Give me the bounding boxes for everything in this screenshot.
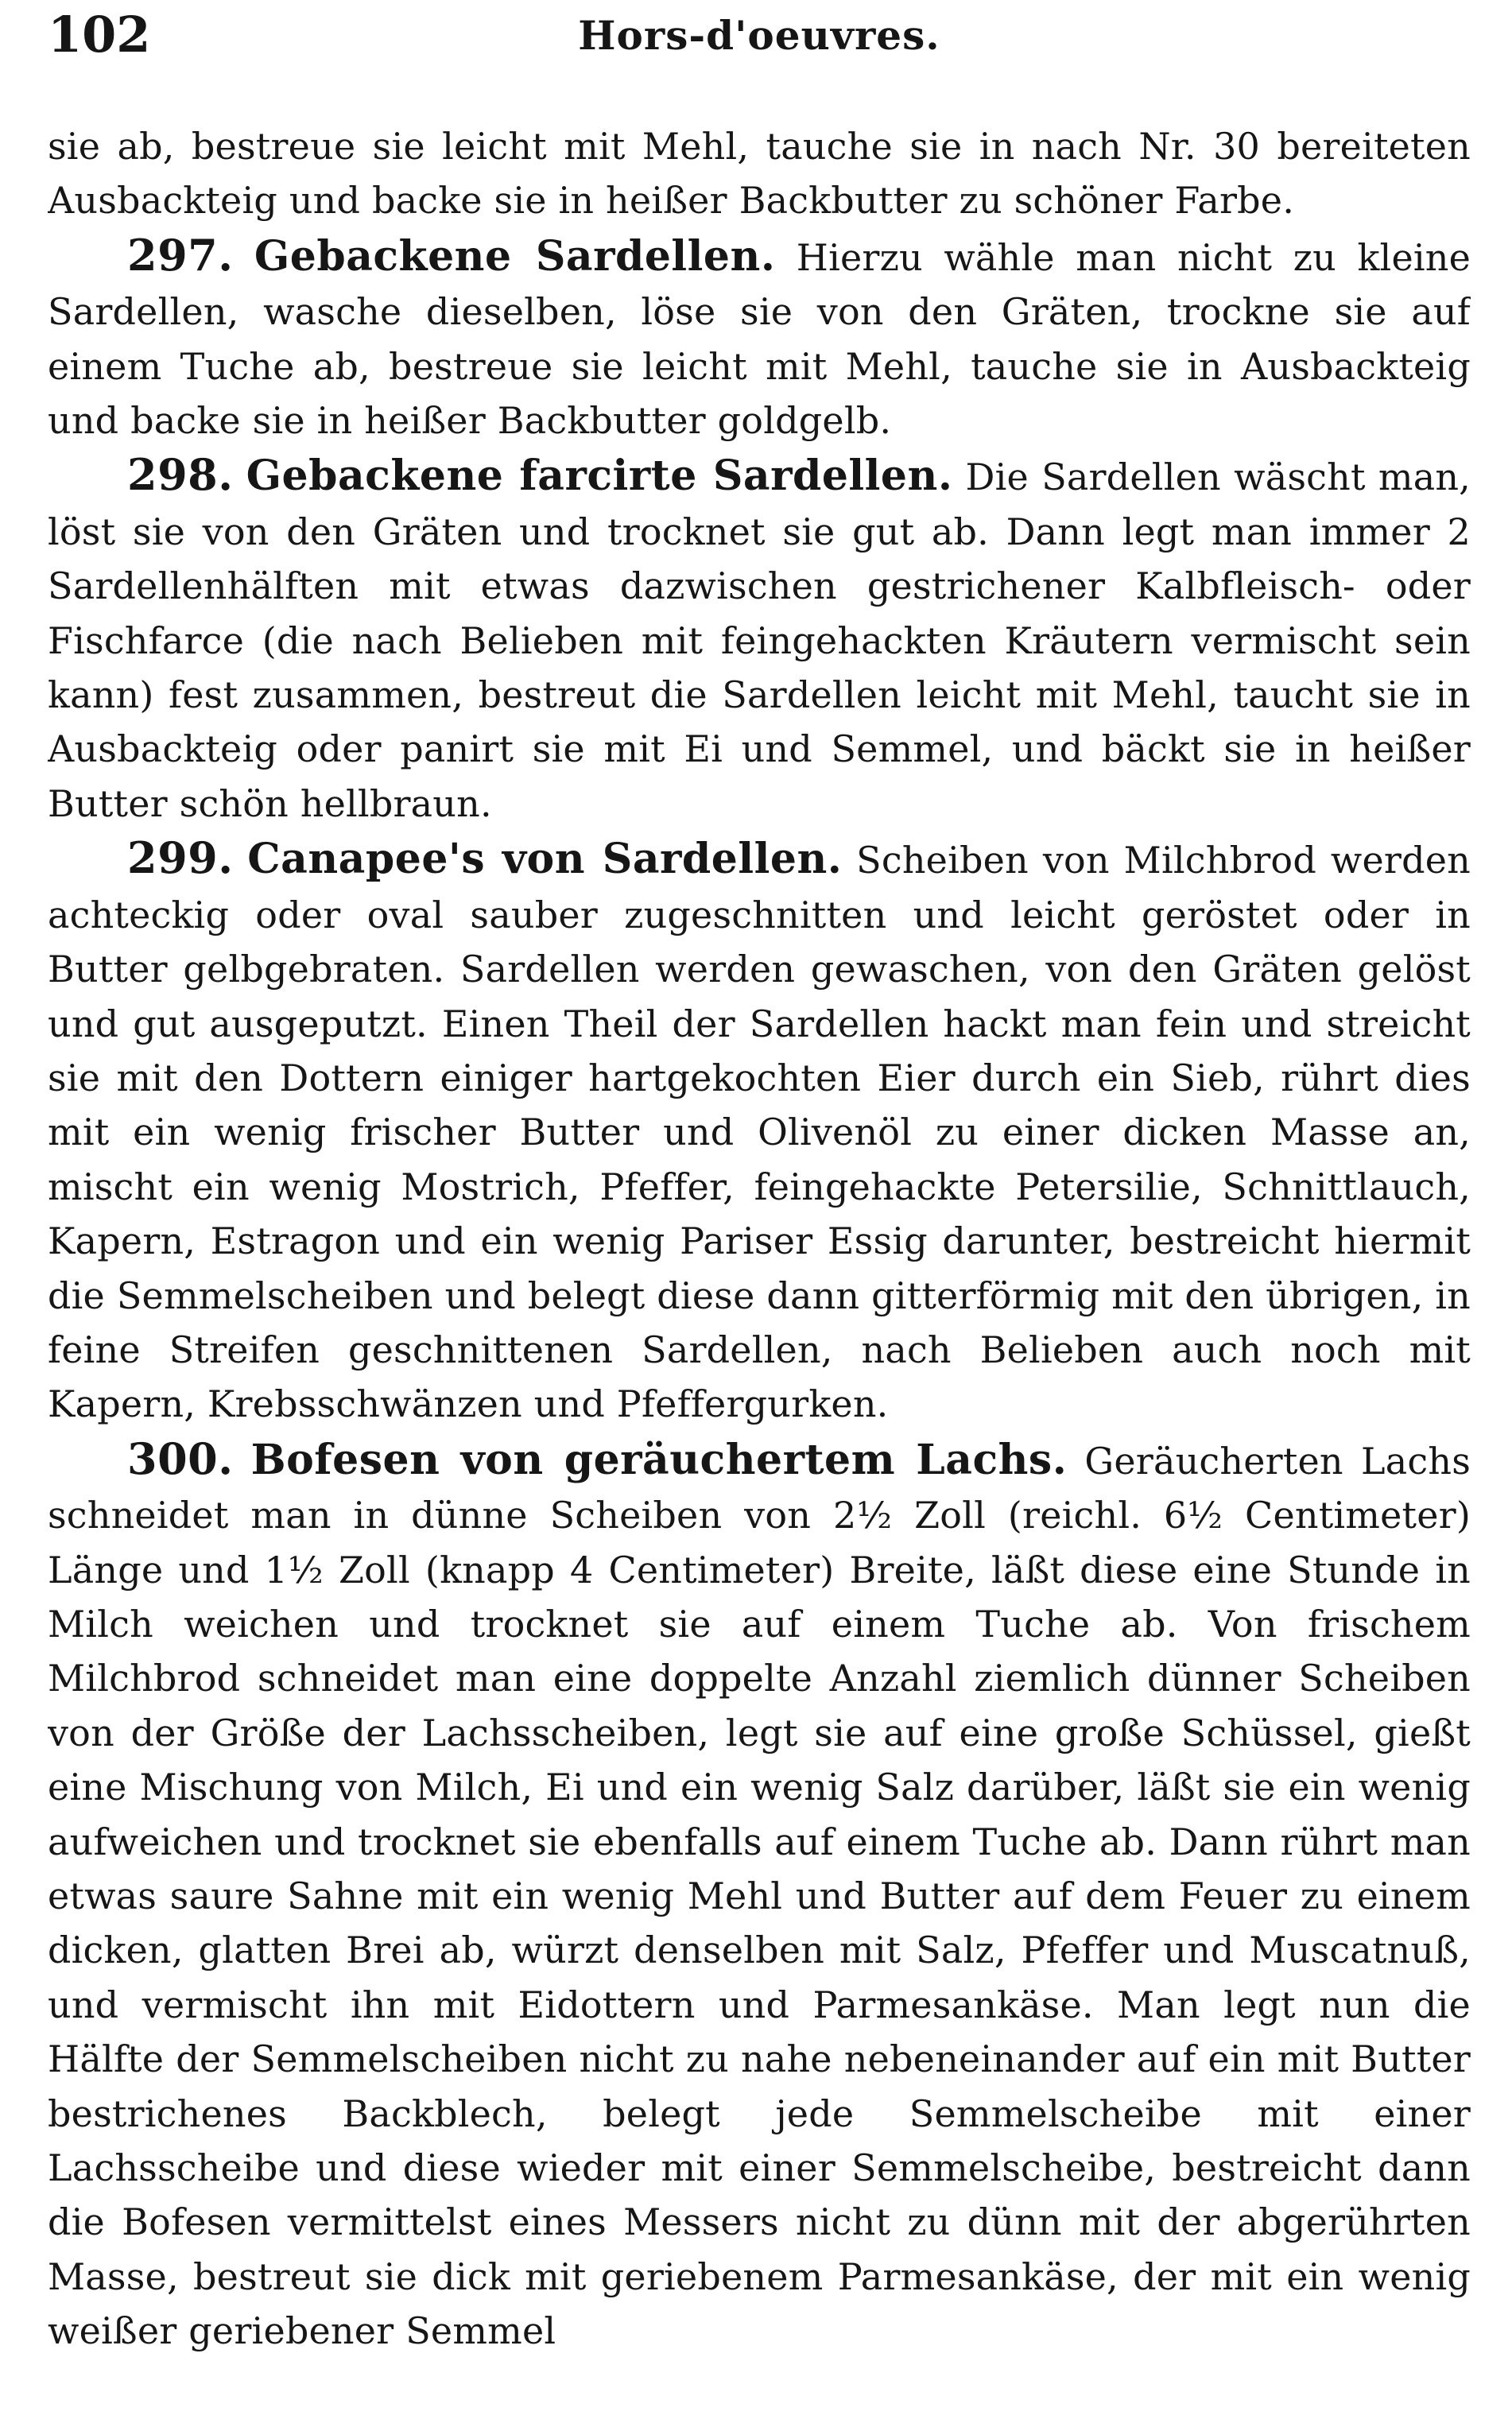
recipe-298 (48, 448, 1471, 831)
recipe-title: Gebackene farcirte Sardellen. (246, 452, 953, 501)
continuation-text: sie ab, bestreue sie leicht mit Mehl, tauche sie in nach Nr. 30 bereiteten Ausbackteig und backe sie in heißer Backbutter zu schöner Farbe. (48, 125, 1471, 223)
recipe-title: Canapee's von Sardellen. (247, 835, 843, 884)
recipe-text: Die Sardellen wäscht man, löst sie von den Gräten und trocknet sie gut ab. Dann legt man immer 2 Sardellenhälften mit etwas dazwischen gestrichener Kalbfleisch- oder Fischfarce (die nach Belieben mit feingehackten Kräutern vermischt sein kann) fest zusammen, bestreut die Sardellen leicht mit Mehl, taucht sie in Ausbackteig oder panirt sie mit Ei und Semmel, und bäckt sie in heißer Butter schön hellbraun. (48, 456, 1471, 825)
page-body (48, 119, 1471, 2409)
recipe-text: Hierzu wähle man nicht zu kleine Sardellen, wasche dieselben, löse sie von den Gräten, trockne sie auf einem Tuche ab, bestreue sie leicht mit Mehl, tauche sie in Ausbackteig und backe sie in heißer Backbutter goldgelb. (48, 235, 1471, 443)
recipe-number: 300. (127, 1432, 234, 1484)
page-header (48, 0, 1471, 79)
recipe-title: Gebackene Sardellen. (254, 231, 776, 281)
recipe-text: Geräucherten Lachs schneidet man in dünne Scheiben von 2½ Zoll (reichl. 6½ Centimeter) Länge und 1½ Zoll (knapp 4 Centimeter) Breite, läßt diese eine Stunde in Milch weichen und trocknet sie auf einem Tuche ab. Von frischem Milchbrod schneidet man eine doppelte Anzahl ziemlich dünner Scheiben von der Größe der Lachsscheiben, legt sie auf eine große Schüssel, gießt eine Mischung von Milch, Ei und ein wenig Salz darüber, läßt sie ein wenig aufweichen und trocknet sie ebenfalls auf einem Tuche ab. Dann rührt man etwas saure Sahne mit ein wenig Mehl und Butter auf dem Feuer zu einem dicken, glatten Brei ab, würzt denselben mit Salz, Pfeffer und Muscatnuß, und vermischt ihn mit Eidottern und Parmesankäse. Man legt nun die Hälfte der Semmelscheiben nicht zu nahe nebeneinander auf ein mit Butter bestrichenes Backblech, belegt jede Semmelscheibe mit einer Lachsscheibe und diese wieder mit einer Semmelscheibe, bestreicht dann die Bofesen vermittelst eines Messers nicht zu dünn mit der abgerührten Masse, bestreut sie dick mit geriebenem Parmesankäse, der mit ein wenig weißer geriebener Semmel (48, 1439, 1471, 2353)
recipe-number: 299. (127, 832, 234, 884)
recipe-title: Bofesen von geräuchertem Lachs. (250, 1435, 1068, 1484)
page-number: 102 (48, 6, 151, 64)
recipe-number: 297. (127, 229, 234, 281)
recipe-299 (48, 831, 1471, 1431)
running-title: Hors-d'oeuvres. (578, 12, 940, 59)
continuation-paragraph (48, 119, 1471, 228)
recipe-300 (48, 1432, 1471, 2359)
recipe-297 (48, 228, 1471, 448)
recipe-text: Scheiben von Milchbrod werden achteckig oder oval sauber zugeschnitten und leicht geröstet oder in Butter gelbgebraten. Sardellen werden gewaschen, von den Gräten gelöst und gut ausgeputzt. Einen Theil der Sardellen hackt man fein und streicht sie mit den Dottern einiger hartgekochten Eier durch ein Sieb, rührt dies mit ein wenig frischer Butter und Olivenöl zu einer dicken Masse an, mischt ein wenig Mostrich, Pfeffer, feingehackte Petersilie, Schnittlauch, Kapern, Estragon und ein wenig Pariser Essig darunter, bestreicht hiermit die Semmelscheiben und belegt diese dann gitterförmig mit den übrigen, in feine Streifen geschnittenen Sardellen, nach Belieben auch noch mit Kapern, Krebsschwänzen und Pfeffergurken. (48, 839, 1471, 1426)
recipe-number: 298. (127, 449, 234, 501)
